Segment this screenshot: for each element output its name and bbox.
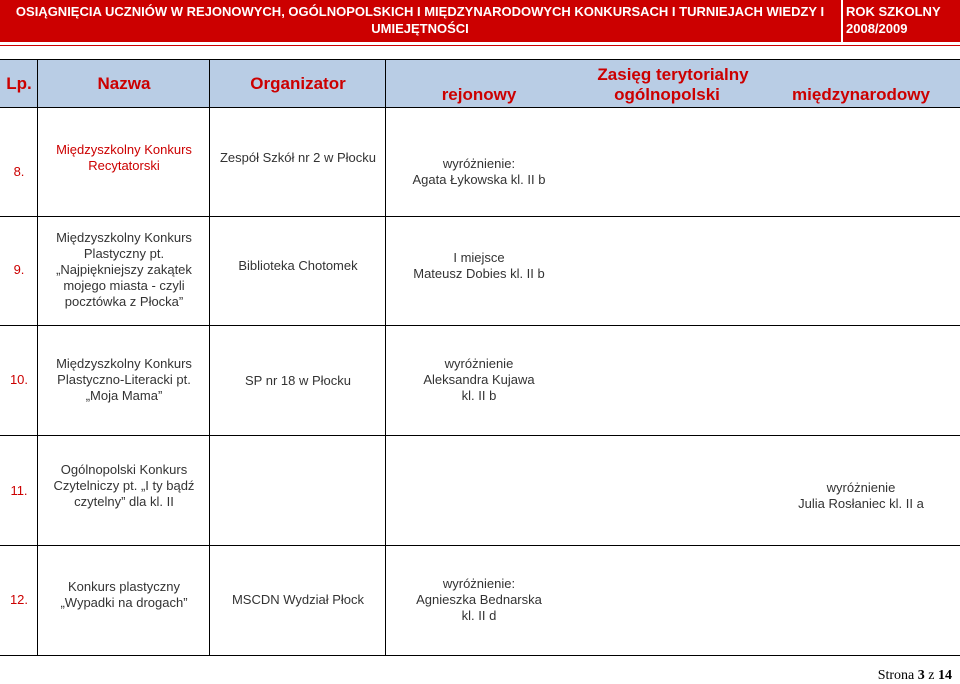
- row-nazwa: Międzyszkolny Konkurs Recytatorski: [56, 142, 192, 173]
- school-year-value: 2008/2009: [846, 21, 908, 36]
- row-organizator: MSCDN Wydział Płock: [231, 592, 365, 607]
- header-zasieg: Zasięg terytorialny: [597, 65, 749, 84]
- header-ogolnopolski: ogólnopolski: [614, 85, 720, 104]
- row-number: 8.: [13, 164, 25, 179]
- row-rejonowy: wyróżnienie: Agnieszka Bednarska kl. II d: [416, 576, 542, 623]
- header-divider: [209, 60, 210, 109]
- row-nazwa: Konkurs plastyczny „Wypadki na drogach”: [60, 579, 188, 610]
- row-number: 10.: [9, 372, 29, 387]
- page-number: [878, 668, 952, 684]
- document-banner: [0, 0, 960, 42]
- row-rejonowy: [386, 128, 572, 216]
- header-rejonowy: rejonowy: [441, 85, 517, 104]
- row-miedzynarodowy: wyróżnienie Julia Rosłaniec kl. II a: [798, 480, 924, 511]
- header-miedzynarodowy: międzynarodowy: [792, 85, 930, 104]
- row-nazwa: Międzyszkolny Konkurs Plastyczno-Literacki pt. „Moja Mama”: [56, 356, 192, 403]
- row-nazwa: Ogólnopolski Konkurs Czytelniczy pt. „I ty bądź czytelny” dla kl. II: [53, 462, 195, 509]
- row-organizator: Zespół Szkół nr 2 w Płocku: [219, 150, 377, 165]
- row-organizator: Biblioteka Chotomek: [238, 258, 358, 273]
- page-number-sep: z: [928, 668, 935, 683]
- school-year-label: ROK SZKOLNY: [846, 4, 941, 19]
- header-nazwa: Nazwa: [97, 74, 151, 93]
- banner-underline: [0, 45, 960, 46]
- banner-title: OSIĄGNIĘCIA UCZNIÓW W REJONOWYCH, OGÓLNOPOLSKICH I MIĘDZYNARODOWYCH KONKURSACH I TURNIEJACH WIEDZY I UMIEJĘTNOŚCI: [15, 4, 825, 36]
- row-rejonowy: wyróżnienie Aleksandra Kujawa kl. II b: [423, 356, 535, 403]
- header-divider: [37, 60, 38, 109]
- row-rejonowy-text: wyróżnienie: Agata Łykowska kl. II b: [412, 156, 546, 187]
- school-year: [846, 3, 956, 37]
- banner-divider: [841, 0, 843, 42]
- row-organizator: SP nr 18 w Płocku: [245, 373, 351, 388]
- page-number-prefix: Strona: [877, 668, 915, 683]
- page-number-total: 14: [938, 668, 952, 683]
- page-number-current: 3: [917, 668, 925, 683]
- row-nazwa: Międzyszkolny Konkurs Plastyczny pt. „Najpiękniejszy zakątek mojego miasta - czyli pocztówka z Płocka”: [56, 230, 192, 309]
- row-number: 9.: [13, 262, 25, 277]
- row-rejonowy: I miejsce Mateusz Dobies kl. II b: [413, 250, 545, 281]
- header-organizator: Organizator: [250, 74, 346, 93]
- row-number: 12.: [9, 592, 29, 607]
- table-row-border: [0, 655, 960, 656]
- table-header: [0, 59, 960, 108]
- header-divider: [385, 60, 386, 109]
- header-lp: Lp.: [6, 74, 32, 93]
- row-number: 11.: [10, 483, 28, 498]
